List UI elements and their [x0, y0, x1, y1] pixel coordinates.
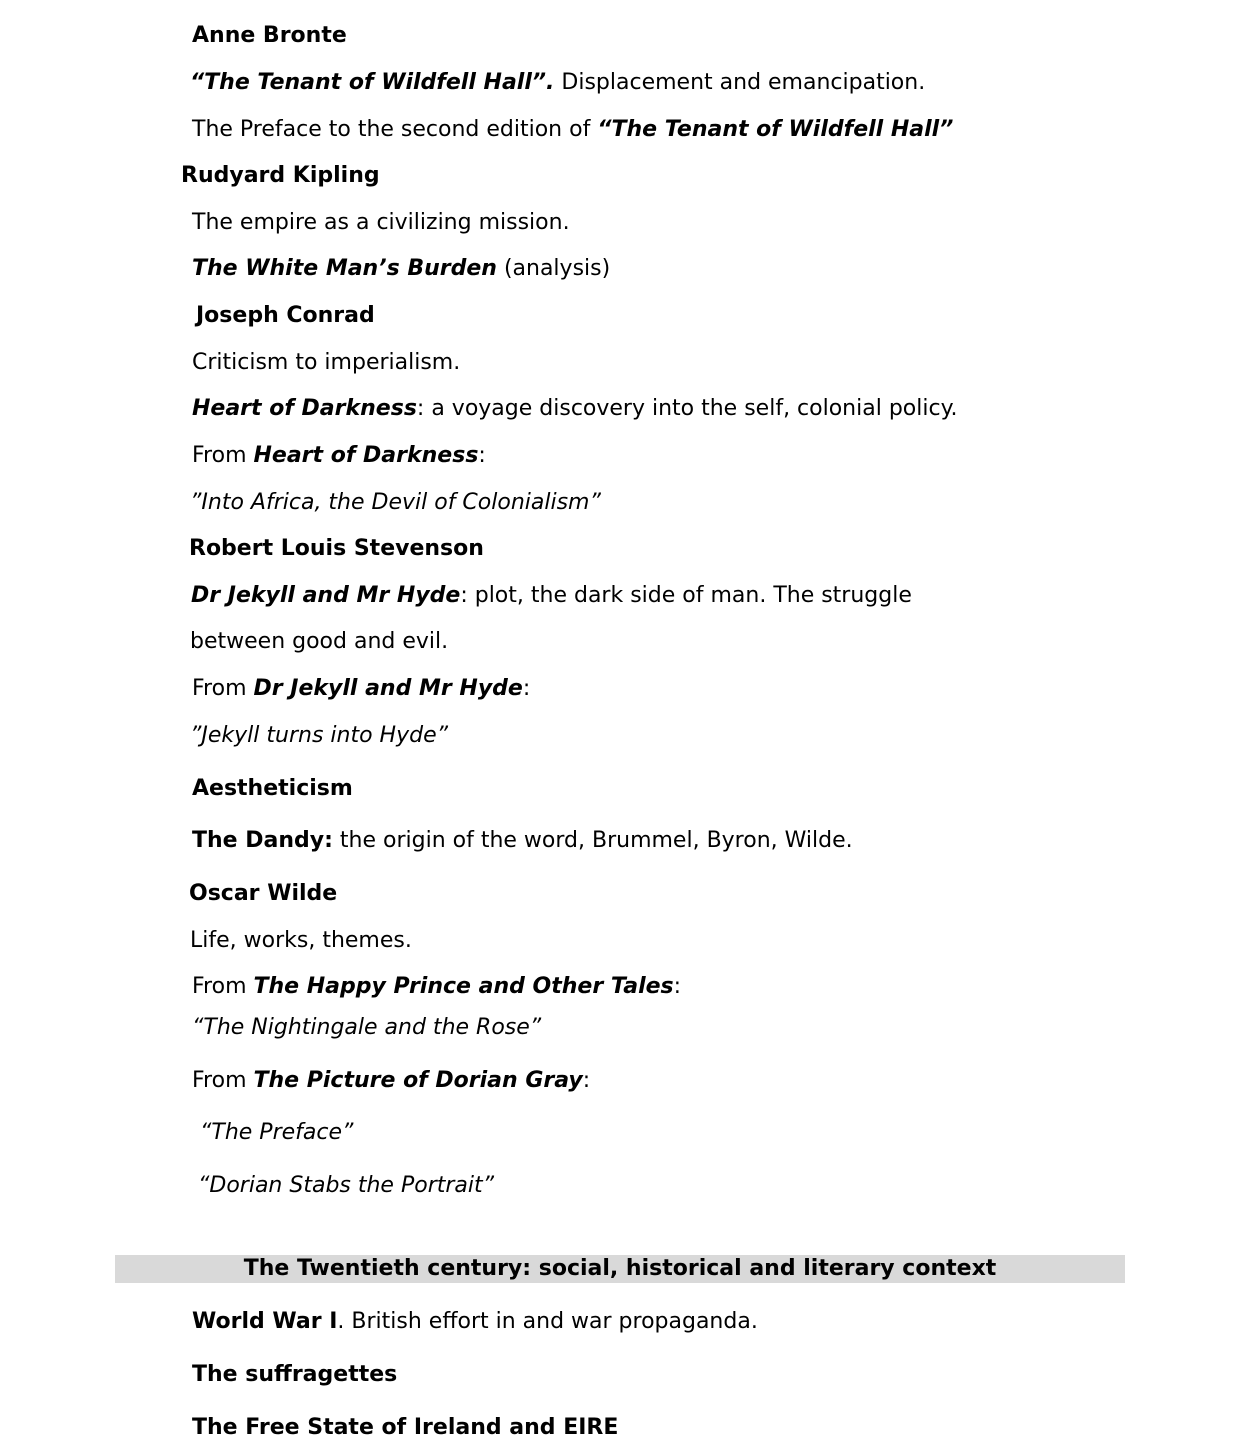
line-text: From — [192, 676, 254, 701]
term: World War I — [192, 1309, 338, 1334]
work-title: The Happy Prince and Other Tales — [253, 974, 674, 999]
author-heading-wilde: Oscar Wilde — [189, 881, 338, 906]
line-text: : plot, the dark side of man. The struggle — [460, 583, 912, 608]
quote-dorian-stabs: “Dorian Stabs the Portrait” — [198, 1173, 495, 1198]
line-text: : — [673, 974, 682, 999]
line-from-dorian-gray — [192, 1067, 590, 1095]
section-heading-aestheticism: Aestheticism — [192, 776, 353, 801]
line-text: : — [478, 443, 486, 468]
work-title: The Picture of Dorian Gray — [253, 1068, 583, 1093]
quote-preface: “The Preface” — [200, 1120, 354, 1145]
section-band-twentieth-century: The Twentieth century: social, historical and literary context — [115, 1255, 1125, 1283]
line-text: The Preface to the second edition of — [192, 117, 598, 142]
quote-into-africa: ”Into Africa, the Devil of Colonialism” — [190, 490, 601, 515]
work-title: Heart of Darkness — [253, 443, 479, 468]
author-heading-kipling: Rudyard Kipling — [181, 163, 380, 188]
line-text: (analysis) — [496, 256, 611, 281]
work-title: Dr Jekyll and Mr Hyde — [253, 676, 523, 701]
line-from-heart-of-darkness — [192, 442, 486, 470]
line-text: From — [192, 443, 254, 468]
term: The Dandy: — [192, 828, 333, 853]
line-text: Displacement and emancipation. — [561, 70, 926, 95]
line-text: . British effort in and war propaganda. — [337, 1309, 758, 1334]
author-heading-anne-bronte: Anne Bronte — [192, 23, 347, 48]
work-title: “The Tenant of Wildfell Hall” — [597, 117, 954, 142]
work-title: Dr Jekyll and Mr Hyde — [191, 583, 461, 608]
line-tenant-themes — [190, 69, 925, 97]
line-empire: The empire as a civilizing mission. — [192, 210, 570, 235]
line-white-mans-burden — [192, 255, 610, 283]
line-dandy — [192, 827, 853, 855]
line-text: : — [522, 676, 531, 701]
line-heart-of-darkness — [192, 395, 957, 423]
work-title: Heart of Darkness — [192, 396, 417, 421]
line-life-works: Life, works, themes. — [190, 928, 412, 953]
heading-free-state-ireland: The Free State of Ireland and EIRE — [192, 1415, 619, 1440]
line-from-jekyll — [192, 675, 530, 703]
line-from-happy-prince — [192, 973, 681, 1001]
line-text: : a voyage discovery into the self, colonial policy. — [416, 396, 958, 421]
work-title: “The Tenant of Wildfell Hall”. — [190, 70, 555, 95]
work-title: The White Man’s Burden — [192, 256, 497, 281]
line-text: From — [192, 1068, 254, 1093]
line-world-war-i — [192, 1308, 758, 1336]
quote-jekyll-hyde: ”Jekyll turns into Hyde” — [190, 723, 449, 748]
line-tenant-preface — [192, 116, 953, 144]
quote-nightingale: “The Nightingale and the Rose” — [192, 1015, 542, 1040]
line-text: the origin of the word, Brummel, Byron, Wilde. — [332, 828, 853, 853]
line-criticism: Criticism to imperialism. — [192, 350, 461, 375]
heading-suffragettes: The suffragettes — [192, 1362, 398, 1387]
line-jekyll-plot — [191, 582, 912, 610]
line-text: From — [192, 974, 254, 999]
line-text: : — [582, 1068, 591, 1093]
author-heading-conrad: Joseph Conrad — [196, 303, 375, 328]
author-heading-stevenson: Robert Louis Stevenson — [189, 536, 484, 561]
line-good-evil: between good and evil. — [190, 629, 449, 654]
